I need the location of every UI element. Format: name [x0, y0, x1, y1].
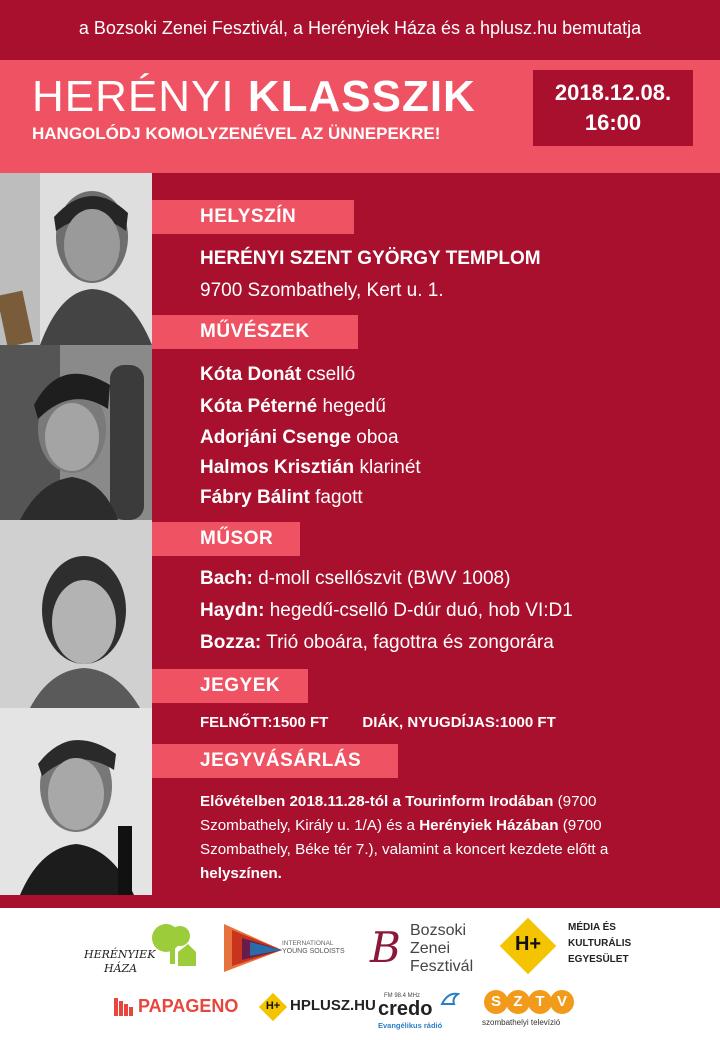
artist-name: Kóta Péterné: [200, 396, 318, 417]
purchase-label: JEGYVÁSÁRLÁS: [152, 744, 398, 778]
program-line: [200, 600, 573, 622]
artist-line: [200, 427, 399, 449]
artist-line: [200, 364, 355, 386]
bozsoki-b-icon: [368, 924, 408, 968]
hplusz-diamond-icon: H+: [258, 992, 288, 1022]
sztv-circles: S Z T V: [484, 990, 574, 1016]
portrait-photo: [0, 708, 152, 895]
sponsor-footer: HERÉNYIEK HÁZA INTERNATIONAL YOUNG SOLOISTS B Bozsoki Zenei Fesztivál H+ MÉDIA ÉS KULTURÁLIS EGYESÜLET PAPAGENO H+ HPLUSZ.HU FM 98.4 MHz credo Evangélikus rádió S Z T V szombathelyi televízió: [0, 908, 720, 1040]
artist-instrument: fagott: [315, 487, 363, 508]
adult-price: FELNŐTT:1500 FT: [200, 714, 329, 731]
dove-icon: [440, 990, 460, 1010]
program-composer: Haydn:: [200, 600, 265, 621]
svg-text:B: B: [370, 924, 401, 968]
venue-label: HELYSZÍN: [152, 200, 354, 234]
title-bold: KLASSZIK: [247, 72, 476, 121]
artist-line: [200, 396, 386, 418]
hplus-diamond-icon: H+: [500, 918, 556, 974]
program-work: hegedű-cselló D-dúr duó, hob VI:D1: [269, 600, 573, 621]
papageno-icon: [114, 998, 134, 1016]
presents-line: a Bozsoki Zenei Fesztivál, a Herényiek Háza és a hplusz.hu bemutatja: [78, 18, 642, 38]
artist-name: Fábry Bálint: [200, 487, 310, 508]
purchase-text: Elővételben 2018.11.28-tól a Tourinform Irodában (9700 Szombathely, Király u. 1/A) és a Herényiek Házában (9700 Szombathely, Béke tér 7.), valamint a koncert kezdete előtt a helyszínen.: [200, 793, 609, 882]
ticket-prices: [200, 714, 556, 731]
artists-label: MŰVÉSZEK: [152, 315, 358, 349]
program-label: MŰSOR: [152, 522, 300, 556]
artist-instrument: oboa: [356, 427, 399, 448]
artist-name: Kóta Donát: [200, 364, 302, 385]
artist-name: Adorjáni Csenge: [200, 427, 351, 448]
artist-line: [200, 457, 421, 479]
tickets-label: JEGYEK: [152, 669, 308, 703]
portrait-photo: [0, 173, 152, 345]
tree-house-icon: [148, 922, 196, 968]
artist-instrument: hegedű: [322, 396, 386, 417]
program-composer: Bozza:: [200, 632, 262, 653]
venue-address: 9700 Szombathely, Kert u. 1.: [200, 280, 444, 301]
student-price: DIÁK, NYUGDÍJAS:1000 FT: [362, 714, 556, 731]
program-work: Trió oboára, fagottra és zongorára: [266, 632, 554, 653]
venue-name: HERÉNYI SZENT GYÖRGY TEMPLOM: [200, 248, 541, 269]
portrait-photo: [0, 345, 152, 520]
program-line: [200, 632, 554, 654]
artist-line: [200, 487, 363, 509]
date-box: [533, 70, 693, 146]
event-date: 2018.12.08.: [554, 80, 672, 105]
title-light: HERÉNYI: [32, 72, 235, 121]
program-line: [200, 568, 510, 590]
event-subtitle: HANGOLÓDJ KOMOLYZENÉVEL AZ ÜNNEPEKRE!: [32, 124, 441, 143]
purchase-presale: Elővételben 2018.11.28-tól a Tourinform Irodában: [200, 793, 554, 810]
event-time: 16:00: [584, 110, 642, 135]
program-work: d-moll csellószvit (BWV 1008): [258, 568, 511, 589]
portrait-column: [0, 173, 152, 895]
artist-name: Halmos Krisztián: [200, 457, 355, 478]
portrait-photo: [0, 520, 152, 708]
event-title: [32, 72, 476, 122]
artist-instrument: cselló: [306, 364, 356, 385]
program-composer: Bach:: [200, 568, 253, 589]
artist-instrument: klarinét: [359, 457, 421, 478]
soloists-burst-icon: [222, 920, 286, 976]
